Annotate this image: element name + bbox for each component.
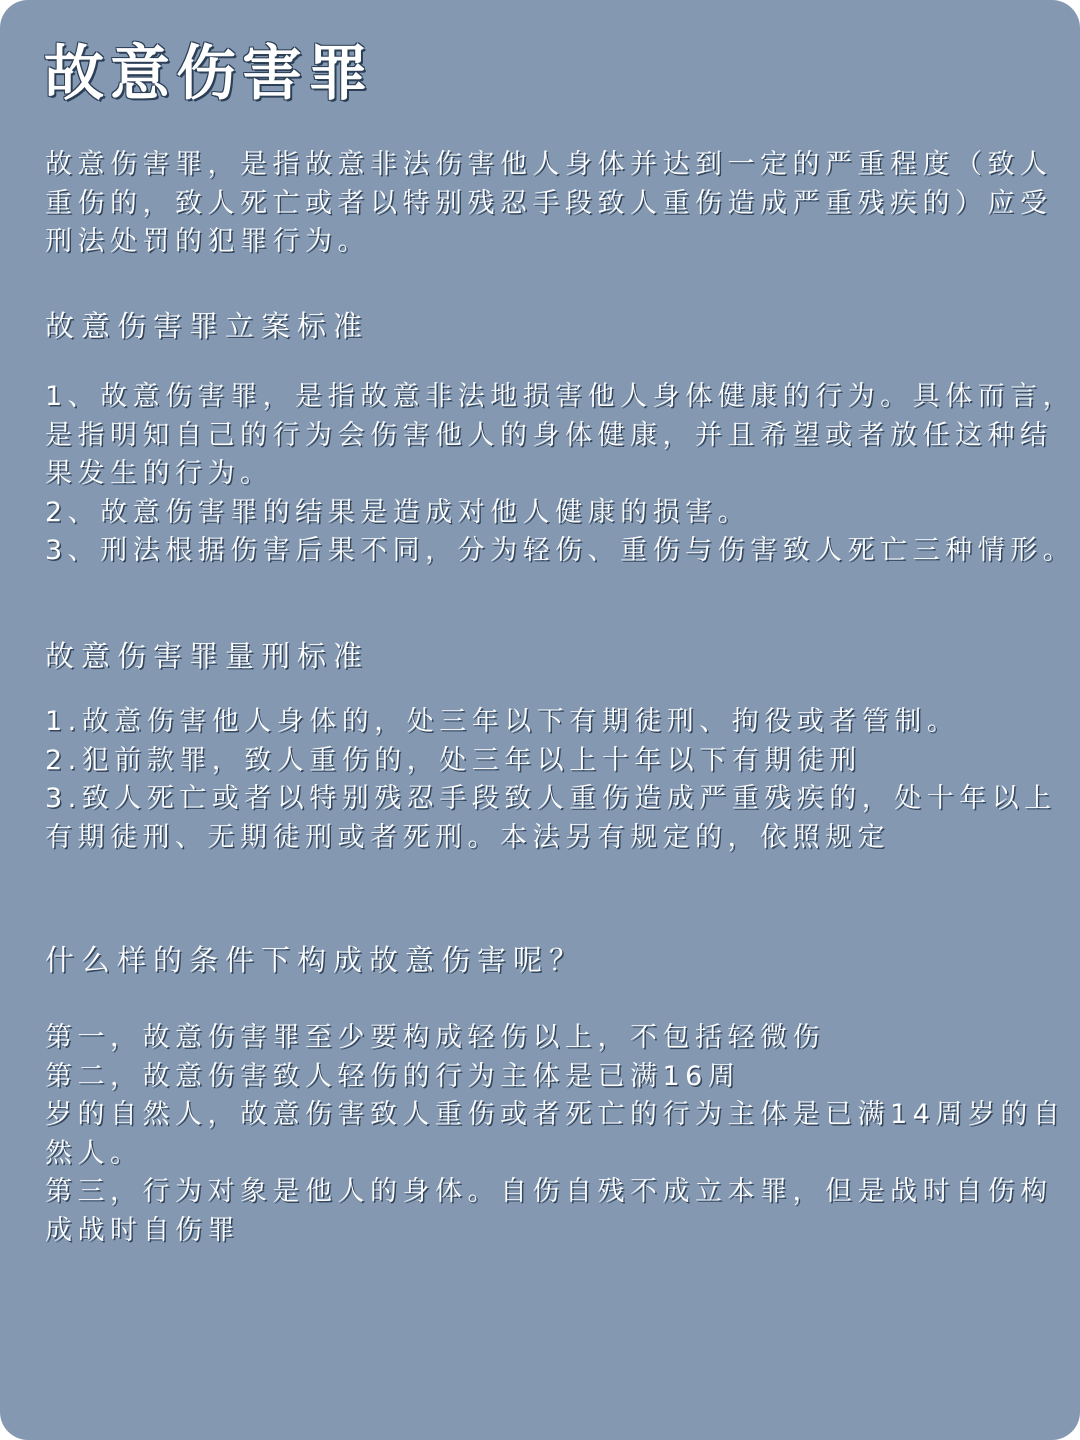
- list-item: 第三，行为对象是他人的身体。自伤自残不成立本罪，但是战时自伤构: [45, 1176, 1053, 1207]
- list-item: 成战时自伤罪: [45, 1214, 240, 1246]
- list-item: 有期徒刑、无期徒刑或者死刑。本法另有规定的，依照规定: [45, 821, 890, 853]
- section-heading-conditions: 什么样的条件下构成故意伤害呢？: [45, 943, 586, 977]
- list-item: 3、刑法根据伤害后果不同，分为轻伤、重伤与伤害致人死亡三种情形。: [45, 535, 1076, 566]
- section-heading-sentencing-standard: 故意伤害罪量刑标准: [45, 639, 370, 673]
- list-item: 然人。: [45, 1137, 143, 1169]
- sentencing-standard-list: [45, 703, 1057, 857]
- section-heading-filing-standard: 故意伤害罪立案标准: [45, 309, 370, 343]
- list-item: 1.故意伤害他人身体的，处三年以下有期徒刑、拘役或者管制。: [45, 706, 960, 737]
- intro-line: 刑法处罚的犯罪行为。: [45, 226, 370, 257]
- list-item: 果发生的行为。: [45, 458, 273, 489]
- intro-line: 重伤的，致人死亡或者以特别残忍手段致人重伤造成严重残疾的）应受: [45, 187, 1053, 219]
- list-item: 岁的自然人，故意伤害致人重伤或者死亡的行为主体是已满14周岁的自: [45, 1099, 1066, 1130]
- list-item: 3.致人死亡或者以特别残忍手段致人重伤造成严重残疾的，处十年以上: [45, 783, 1057, 814]
- intro-paragraph: [45, 146, 1053, 262]
- list-item: 第二，故意伤害致人轻伤的行为主体是已满16周: [45, 1060, 741, 1092]
- conditions-list: [45, 1019, 1066, 1250]
- list-item: 是指明知自己的行为会伤害他人的身体健康，并且希望或者放任这种结: [45, 419, 1053, 451]
- intro-line: 故意伤害罪，是指故意非法伤害他人身体并达到一定的严重程度（致人: [45, 149, 1053, 180]
- page-title: 故意伤害罪: [44, 39, 374, 109]
- list-item: 2.犯前款罪，致人重伤的，处三年以上十年以下有期徒刑: [45, 744, 862, 776]
- list-item: 1、故意伤害罪，是指故意非法地损害他人身体健康的行为。具体而言，: [45, 381, 1076, 412]
- list-item: 第一，故意伤害罪至少要构成轻伤以上，不包括轻微伤: [45, 1022, 825, 1053]
- filing-standard-list: [45, 378, 1076, 571]
- list-item: 2、故意伤害罪的结果是造成对他人健康的损害。: [45, 496, 751, 528]
